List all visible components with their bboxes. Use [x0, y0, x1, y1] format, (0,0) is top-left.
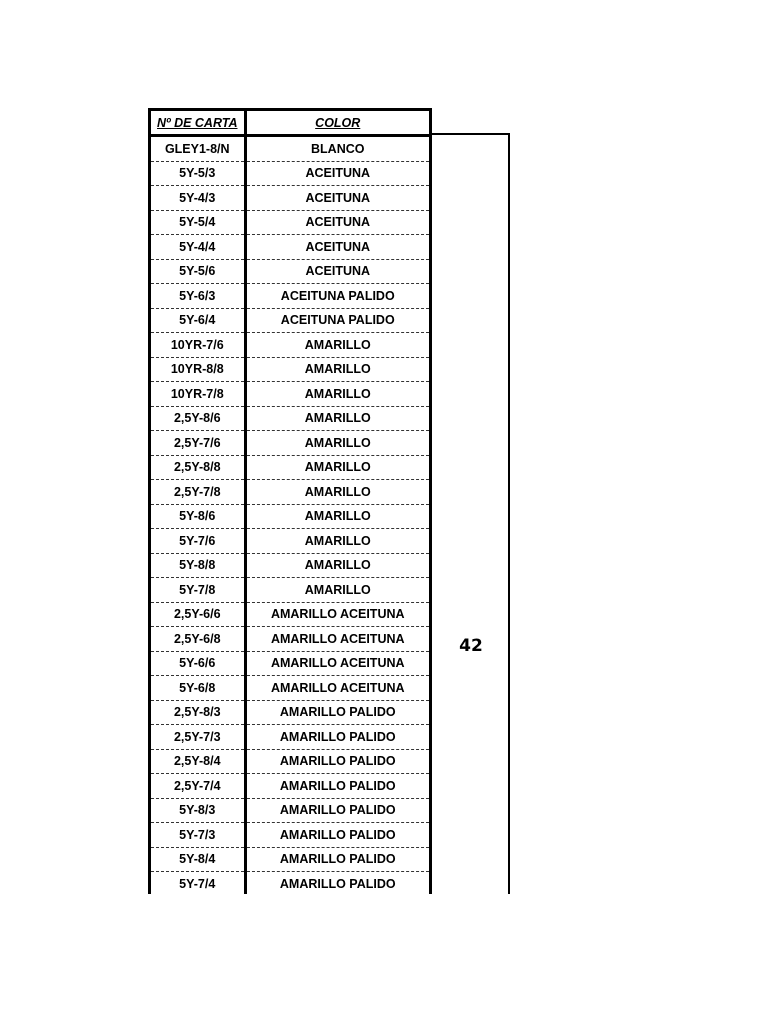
group-bracket — [432, 133, 510, 894]
chart-number-cell: 5Y-6/4 — [151, 308, 245, 333]
color-chart-table-frame — [148, 108, 432, 894]
chart-number-cell: 5Y-8/3 — [151, 798, 245, 823]
color-name-cell: AMARILLO — [245, 455, 429, 480]
table-row — [151, 382, 429, 407]
table-row — [151, 872, 429, 895]
table-row — [151, 161, 429, 186]
color-name-cell: AMARILLO — [245, 406, 429, 431]
chart-number-cell: 2,5Y-6/6 — [151, 602, 245, 627]
column-header-color: COLOR — [245, 111, 429, 136]
table-row — [151, 235, 429, 260]
column-header-chart-number: Nº DE CARTA — [151, 111, 245, 136]
chart-number-cell: 2,5Y-8/8 — [151, 455, 245, 480]
color-name-cell: ACEITUNA — [245, 235, 429, 260]
table-row — [151, 333, 429, 358]
table-row — [151, 406, 429, 431]
chart-number-cell: 5Y-7/6 — [151, 529, 245, 554]
chart-number-cell: 10YR-8/8 — [151, 357, 245, 382]
table-row — [151, 136, 429, 162]
color-name-cell: AMARILLO PALIDO — [245, 725, 429, 750]
table-row — [151, 602, 429, 627]
color-name-cell: AMARILLO — [245, 504, 429, 529]
color-name-cell: AMARILLO — [245, 578, 429, 603]
table-header-row — [151, 111, 429, 136]
table-row — [151, 529, 429, 554]
color-name-cell: ACEITUNA — [245, 186, 429, 211]
table-row — [151, 553, 429, 578]
color-name-cell: AMARILLO PALIDO — [245, 774, 429, 799]
table-row — [151, 431, 429, 456]
table-body — [151, 136, 429, 895]
color-name-cell: BLANCO — [245, 136, 429, 162]
table-row — [151, 798, 429, 823]
color-chart-table — [151, 111, 429, 894]
chart-number-cell: 5Y-8/6 — [151, 504, 245, 529]
chart-number-cell: 5Y-4/4 — [151, 235, 245, 260]
chart-number-cell: 5Y-7/4 — [151, 872, 245, 895]
chart-number-cell: 5Y-6/3 — [151, 284, 245, 309]
table-row — [151, 357, 429, 382]
table-row — [151, 308, 429, 333]
table-row — [151, 774, 429, 799]
table-row — [151, 823, 429, 848]
table-row — [151, 749, 429, 774]
chart-number-cell: 5Y-5/6 — [151, 259, 245, 284]
color-name-cell: AMARILLO — [245, 553, 429, 578]
table-row — [151, 847, 429, 872]
chart-number-cell: 10YR-7/8 — [151, 382, 245, 407]
table-row — [151, 676, 429, 701]
color-name-cell: AMARILLO PALIDO — [245, 700, 429, 725]
table-row — [151, 700, 429, 725]
chart-number-cell: 2,5Y-8/3 — [151, 700, 245, 725]
chart-number-cell: 2,5Y-7/3 — [151, 725, 245, 750]
color-name-cell: AMARILLO PALIDO — [245, 749, 429, 774]
chart-number-cell: 5Y-6/8 — [151, 676, 245, 701]
chart-number-cell: 2,5Y-7/8 — [151, 480, 245, 505]
table-row — [151, 651, 429, 676]
table-row — [151, 259, 429, 284]
table-row — [151, 627, 429, 652]
table-row — [151, 504, 429, 529]
chart-number-cell: 5Y-5/3 — [151, 161, 245, 186]
color-name-cell: AMARILLO ACEITUNA — [245, 676, 429, 701]
color-name-cell: AMARILLO ACEITUNA — [245, 627, 429, 652]
table-row — [151, 725, 429, 750]
color-name-cell: AMARILLO ACEITUNA — [245, 651, 429, 676]
color-name-cell: ACEITUNA — [245, 259, 429, 284]
chart-number-cell: 5Y-6/6 — [151, 651, 245, 676]
table-row — [151, 480, 429, 505]
color-name-cell: AMARILLO — [245, 382, 429, 407]
table-row — [151, 455, 429, 480]
color-name-cell: ACEITUNA — [245, 161, 429, 186]
color-name-cell: AMARILLO PALIDO — [245, 847, 429, 872]
chart-number-cell: 5Y-4/3 — [151, 186, 245, 211]
chart-number-cell: GLEY1-8/N — [151, 136, 245, 162]
chart-number-cell: 2,5Y-7/4 — [151, 774, 245, 799]
table-row — [151, 284, 429, 309]
color-name-cell: AMARILLO ACEITUNA — [245, 602, 429, 627]
color-name-cell: AMARILLO PALIDO — [245, 872, 429, 895]
color-name-cell: AMARILLO — [245, 431, 429, 456]
color-name-cell: AMARILLO — [245, 357, 429, 382]
chart-number-cell: 5Y-8/4 — [151, 847, 245, 872]
chart-number-cell: 10YR-7/6 — [151, 333, 245, 358]
color-name-cell: AMARILLO — [245, 480, 429, 505]
table-row — [151, 210, 429, 235]
color-name-cell: ACEITUNA PALIDO — [245, 308, 429, 333]
group-count-label: 42 — [459, 636, 483, 656]
table-row — [151, 186, 429, 211]
chart-number-cell: 2,5Y-8/6 — [151, 406, 245, 431]
color-name-cell: AMARILLO PALIDO — [245, 798, 429, 823]
chart-number-cell: 5Y-8/8 — [151, 553, 245, 578]
color-name-cell: ACEITUNA PALIDO — [245, 284, 429, 309]
chart-number-cell: 2,5Y-6/8 — [151, 627, 245, 652]
chart-number-cell: 5Y-7/3 — [151, 823, 245, 848]
color-name-cell: AMARILLO — [245, 333, 429, 358]
table-row — [151, 578, 429, 603]
chart-number-cell: 2,5Y-7/6 — [151, 431, 245, 456]
chart-number-cell: 5Y-5/4 — [151, 210, 245, 235]
chart-number-cell: 5Y-7/8 — [151, 578, 245, 603]
color-name-cell: AMARILLO PALIDO — [245, 823, 429, 848]
color-name-cell: AMARILLO — [245, 529, 429, 554]
color-name-cell: ACEITUNA — [245, 210, 429, 235]
chart-number-cell: 2,5Y-8/4 — [151, 749, 245, 774]
